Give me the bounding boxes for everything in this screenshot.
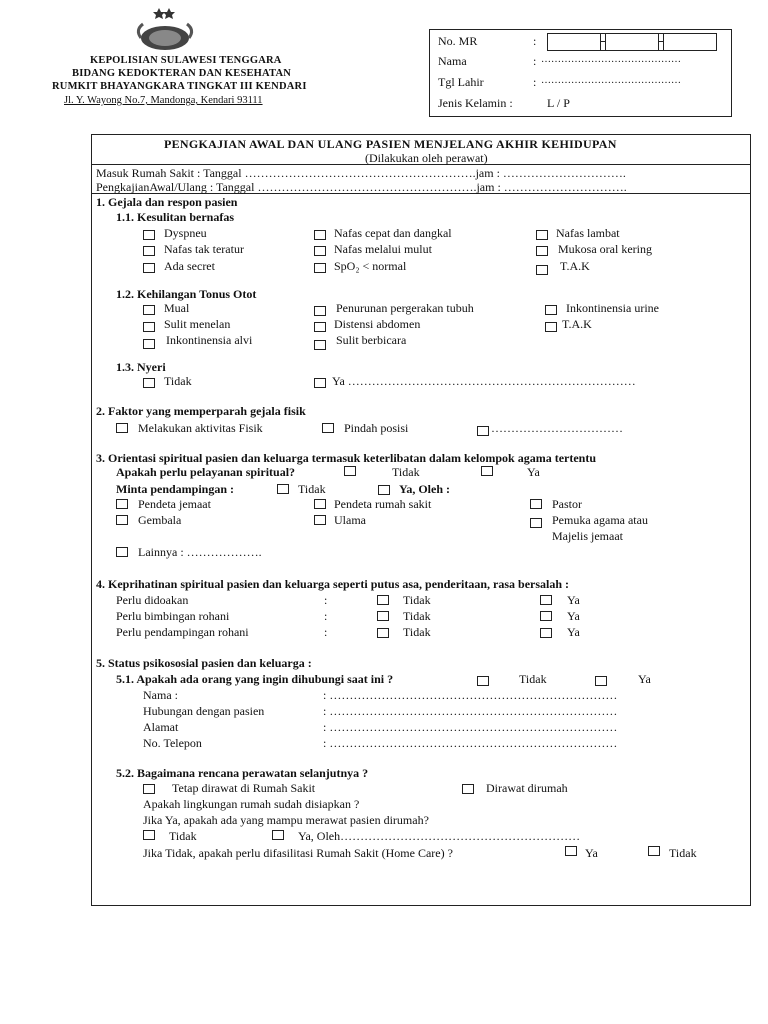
checkbox-bimbingan-tidak[interactable] bbox=[377, 611, 389, 621]
name-label: Nama bbox=[438, 54, 467, 68]
header-line2: BIDANG KEDOKTERAN DAN KESEHATAN bbox=[72, 68, 292, 79]
label-mual: Mual bbox=[164, 301, 190, 315]
checkbox-dirawat-rumah[interactable] bbox=[462, 784, 474, 794]
label-merawat-tidak: Tidak bbox=[169, 829, 197, 843]
dob-field[interactable]: …………………………………… bbox=[541, 75, 681, 86]
checkbox-tak-1[interactable] bbox=[536, 265, 548, 275]
form-subtitle: (Dilakukan oleh perawat) bbox=[365, 151, 488, 165]
checkbox-hubungi-ya[interactable] bbox=[595, 676, 607, 686]
field-hubungan[interactable]: : ……………………………………………………………… bbox=[323, 704, 618, 718]
police-emblem-logo bbox=[131, 8, 199, 52]
section-1-1-heading: 1.1. Kesulitan bernafas bbox=[116, 210, 235, 224]
checkbox-pastor[interactable] bbox=[530, 499, 542, 509]
checkbox-pendeta-jemaat[interactable] bbox=[116, 499, 128, 509]
label-dirawat-rumah: Dirawat dirumah bbox=[486, 781, 568, 795]
checkbox-merawat-ya[interactable] bbox=[272, 830, 284, 840]
checkbox-faktor-lain[interactable] bbox=[477, 426, 489, 436]
checkbox-gembala[interactable] bbox=[116, 515, 128, 525]
checkbox-inkontinensia-urine[interactable] bbox=[545, 305, 557, 315]
checkbox-dirawat-rs[interactable] bbox=[143, 784, 155, 794]
label-didoakan-tidak: Tidak bbox=[403, 593, 431, 607]
label-pemuka-agama: Pemuka agama atau bbox=[552, 513, 648, 527]
label-sulit-menelan: Sulit menelan bbox=[164, 317, 231, 331]
label-penurunan-gerak: Penurunan pergerakan tubuh bbox=[336, 301, 474, 315]
checkbox-didoakan-tidak[interactable] bbox=[377, 595, 389, 605]
section-5-2-heading: 5.2. Bagaimana rencana perawatan selanjutnya ? bbox=[116, 766, 369, 780]
label-pindah-posisi: Pindah posisi bbox=[344, 421, 409, 435]
label-pendeta-rs: Pendeta rumah sakit bbox=[334, 497, 432, 511]
checkbox-pendampingan-rohani-ya[interactable] bbox=[540, 628, 552, 638]
label-pendampingan-ya: Ya, Oleh : bbox=[399, 482, 450, 496]
label-merawat-ya[interactable]: Ya, Oleh…………………………………………………… bbox=[298, 829, 581, 843]
label-inkontinensia-alvi: Inkontinensia alvi bbox=[166, 333, 253, 347]
question-lingkungan: Apakah lingkungan rumah sudah disiapkan ? bbox=[143, 797, 360, 811]
spiritual-question: Apakah perlu pelayanan spiritual? bbox=[116, 465, 296, 479]
label-hubungan: Hubungan dengan pasien bbox=[143, 704, 265, 718]
label-tak-1: T.A.K bbox=[560, 259, 590, 273]
label-bimbingan-rohani: Perlu bimbingan rohani bbox=[116, 609, 230, 623]
colon-bimbingan: : bbox=[324, 609, 328, 623]
field-nama[interactable]: : ……………………………………………………………… bbox=[323, 688, 618, 702]
checkbox-aktivitas-fisik[interactable] bbox=[116, 423, 128, 433]
label-nafas-cepat: Nafas cepat dan dangkal bbox=[334, 226, 452, 240]
label-telepon: No. Telepon bbox=[143, 736, 202, 750]
checkbox-nyeri-tidak[interactable] bbox=[143, 378, 155, 388]
header-line3: RUMKIT BHAYANGKARA TINGKAT III KENDARI bbox=[52, 81, 307, 92]
label-didoakan-ya: Ya bbox=[567, 593, 580, 607]
section-1-heading: 1. Gejala dan respon pasien bbox=[96, 195, 238, 209]
mr-colon: : bbox=[533, 34, 537, 48]
checkbox-lainnya[interactable] bbox=[116, 547, 128, 557]
checkbox-spiritual-tidak[interactable] bbox=[344, 466, 356, 476]
label-nyeri-ya[interactable]: Ya ……………………………………………………………… bbox=[332, 374, 636, 388]
label-nyeri-tidak: Tidak bbox=[164, 374, 192, 388]
checkbox-hubungi-tidak[interactable] bbox=[477, 676, 489, 686]
header-line1: KEPOLISIAN SULAWESI TENGGARA bbox=[90, 55, 282, 66]
section-4-heading: 4. Keprihatinan spiritual pasien dan keluarga seperti putus asa, penderitaan, rasa bersalah : bbox=[96, 577, 570, 591]
pendampingan-label: Minta pendampingan : bbox=[116, 482, 235, 496]
label-tak-2: T.A.K bbox=[562, 317, 592, 331]
label-dirawat-rs: Tetap dirawat di Rumah Sakit bbox=[172, 781, 316, 795]
question-home-care: Jika Tidak, apakah perlu difasilitasi Rumah Sakit (Home Care) ? bbox=[143, 846, 453, 860]
label-pastor: Pastor bbox=[552, 497, 582, 511]
checkbox-homecare-ya[interactable] bbox=[565, 846, 577, 856]
gender-value[interactable]: L / P bbox=[547, 96, 570, 110]
checkbox-pindah-posisi[interactable] bbox=[322, 423, 334, 433]
label-nama: Nama : bbox=[143, 688, 178, 702]
label-ulama: Ulama bbox=[334, 513, 366, 527]
checkbox-ulama[interactable] bbox=[314, 515, 326, 525]
field-telepon[interactable]: : ……………………………………………………………… bbox=[323, 736, 618, 750]
form-title: PENGKAJIAN AWAL DAN ULANG PASIEN MENJELANG AKHIR KEHIDUPAN bbox=[164, 137, 617, 151]
checkbox-mual[interactable] bbox=[143, 305, 155, 315]
checkbox-ada-secret[interactable] bbox=[143, 263, 155, 273]
label-pendeta-jemaat: Pendeta jemaat bbox=[138, 497, 211, 511]
label-homecare-tidak: Tidak bbox=[669, 846, 697, 860]
label-pendampingan-rohani-ya: Ya bbox=[567, 625, 580, 639]
label-faktor-lain[interactable]: …………………………… bbox=[491, 421, 623, 435]
checkbox-homecare-tidak[interactable] bbox=[648, 846, 660, 856]
label-aktivitas-fisik: Melakukan aktivitas Fisik bbox=[138, 421, 263, 435]
field-alamat[interactable]: : ……………………………………………………………… bbox=[323, 720, 618, 734]
label-majelis-jemaat: Majelis jemaat bbox=[552, 529, 623, 543]
label-bimbingan-tidak: Tidak bbox=[403, 609, 431, 623]
checkbox-sulit-menelan[interactable] bbox=[143, 322, 155, 332]
checkbox-merawat-tidak[interactable] bbox=[143, 830, 155, 840]
section-5-1-heading: 5.1. Apakah ada orang yang ingin dihubungi saat ini ? bbox=[116, 672, 394, 686]
label-mukosa-oral: Mukosa oral kering bbox=[558, 242, 652, 256]
label-spiritual-ya: Ya bbox=[527, 465, 540, 479]
section-2-heading: 2. Faktor yang memperparah gejala fisik bbox=[96, 404, 306, 418]
checkbox-pendampingan-ya[interactable] bbox=[378, 485, 390, 495]
admission-date-line[interactable]: Masuk Rumah Sakit : Tanggal ………………………………………………….jam : …………………………. bbox=[96, 166, 626, 180]
label-inkontinensia-urine: Inkontinensia urine bbox=[566, 301, 659, 315]
checkbox-didoakan-ya[interactable] bbox=[540, 595, 552, 605]
checkbox-pendampingan-tidak[interactable] bbox=[277, 484, 289, 494]
label-pendampingan-tidak: Tidak bbox=[298, 482, 326, 496]
colon-pendampingan: : bbox=[324, 625, 328, 639]
label-alamat: Alamat bbox=[143, 720, 179, 734]
checkbox-dyspneu[interactable] bbox=[143, 230, 155, 240]
name-field[interactable]: …………………………………… bbox=[541, 54, 681, 65]
gender-label: Jenis Kelamin : bbox=[438, 96, 513, 110]
label-ada-secret: Ada secret bbox=[164, 259, 215, 273]
label-homecare-ya: Ya bbox=[585, 846, 598, 860]
checkbox-tak-2[interactable] bbox=[545, 322, 557, 332]
label-nafas-mulut: Nafas melalui mulut bbox=[334, 242, 432, 256]
label-lainnya[interactable]: Lainnya : ………………. bbox=[138, 545, 262, 559]
checkbox-bimbingan-ya[interactable] bbox=[540, 611, 552, 621]
section-5-heading: 5. Status psikososial pasien dan keluarga : bbox=[96, 656, 312, 670]
checkbox-spiritual-ya[interactable] bbox=[481, 466, 493, 476]
label-pendampingan-rohani-tidak: Tidak bbox=[403, 625, 431, 639]
dob-label: Tgl Lahir bbox=[438, 75, 484, 89]
name-colon: : bbox=[533, 54, 537, 68]
dob-colon: : bbox=[533, 75, 537, 89]
checkbox-nafas-tak-teratur[interactable] bbox=[143, 246, 155, 256]
section-3-heading: 3. Orientasi spiritual pasien dan keluarga termasuk keterlibatan dalam kelompok agama tertentu bbox=[96, 451, 597, 465]
header-address: Jl. Y. Wayong No.7, Mandonga, Kendari 93111 bbox=[64, 95, 263, 106]
label-hubungi-ya: Ya bbox=[638, 672, 651, 686]
label-bimbingan-ya: Ya bbox=[567, 609, 580, 623]
checkbox-pendeta-rs[interactable] bbox=[314, 499, 326, 509]
question-mampu-merawat: Jika Ya, apakah ada yang mampu merawat pasien dirumah? bbox=[143, 813, 429, 827]
checkbox-nafas-cepat[interactable] bbox=[314, 230, 326, 240]
label-hubungi-tidak: Tidak bbox=[519, 672, 547, 686]
checkbox-nafas-lambat[interactable] bbox=[536, 230, 548, 240]
label-perlu-didoakan: Perlu didoakan bbox=[116, 593, 189, 607]
checkbox-pendampingan-rohani-tidak[interactable] bbox=[377, 628, 389, 638]
checkbox-spo2[interactable] bbox=[314, 263, 326, 273]
label-distensi: Distensi abdomen bbox=[334, 317, 421, 331]
label-gembala: Gembala bbox=[138, 513, 182, 527]
checkbox-inkontinensia-alvi[interactable] bbox=[143, 339, 155, 349]
checkbox-penurunan-gerak[interactable] bbox=[314, 306, 326, 316]
label-sulit-berbicara: Sulit berbicara bbox=[336, 333, 407, 347]
checkbox-sulit-berbicara[interactable] bbox=[314, 340, 326, 350]
section-1-2-heading: 1.2. Kehilangan Tonus Otot bbox=[116, 287, 257, 301]
colon-didoakan: : bbox=[324, 593, 328, 607]
checkbox-pemuka-agama[interactable] bbox=[530, 518, 542, 528]
mr-label: No. MR bbox=[438, 34, 478, 48]
label-pendampingan-rohani: Perlu pendampingan rohani bbox=[116, 625, 249, 639]
assessment-date-line[interactable]: PengkajianAwal/Ulang : Tanggal ……………………………………………….jam : …………………………. bbox=[96, 180, 627, 194]
label-nafas-lambat: Nafas lambat bbox=[556, 226, 620, 240]
label-nafas-tak-teratur: Nafas tak teratur bbox=[164, 242, 244, 256]
checkbox-distensi[interactable] bbox=[314, 322, 326, 332]
checkbox-mukosa-oral[interactable] bbox=[536, 246, 548, 256]
label-spiritual-tidak: Tidak bbox=[392, 465, 420, 479]
mr-digit-boxes[interactable] bbox=[547, 33, 717, 51]
section-1-3-heading: 1.3. Nyeri bbox=[116, 360, 166, 374]
checkbox-nafas-mulut[interactable] bbox=[314, 246, 326, 256]
label-spo2: SpO₂ < normal bbox=[334, 259, 407, 273]
checkbox-nyeri-ya[interactable] bbox=[314, 378, 326, 388]
label-dyspneu: Dyspneu bbox=[164, 226, 207, 240]
